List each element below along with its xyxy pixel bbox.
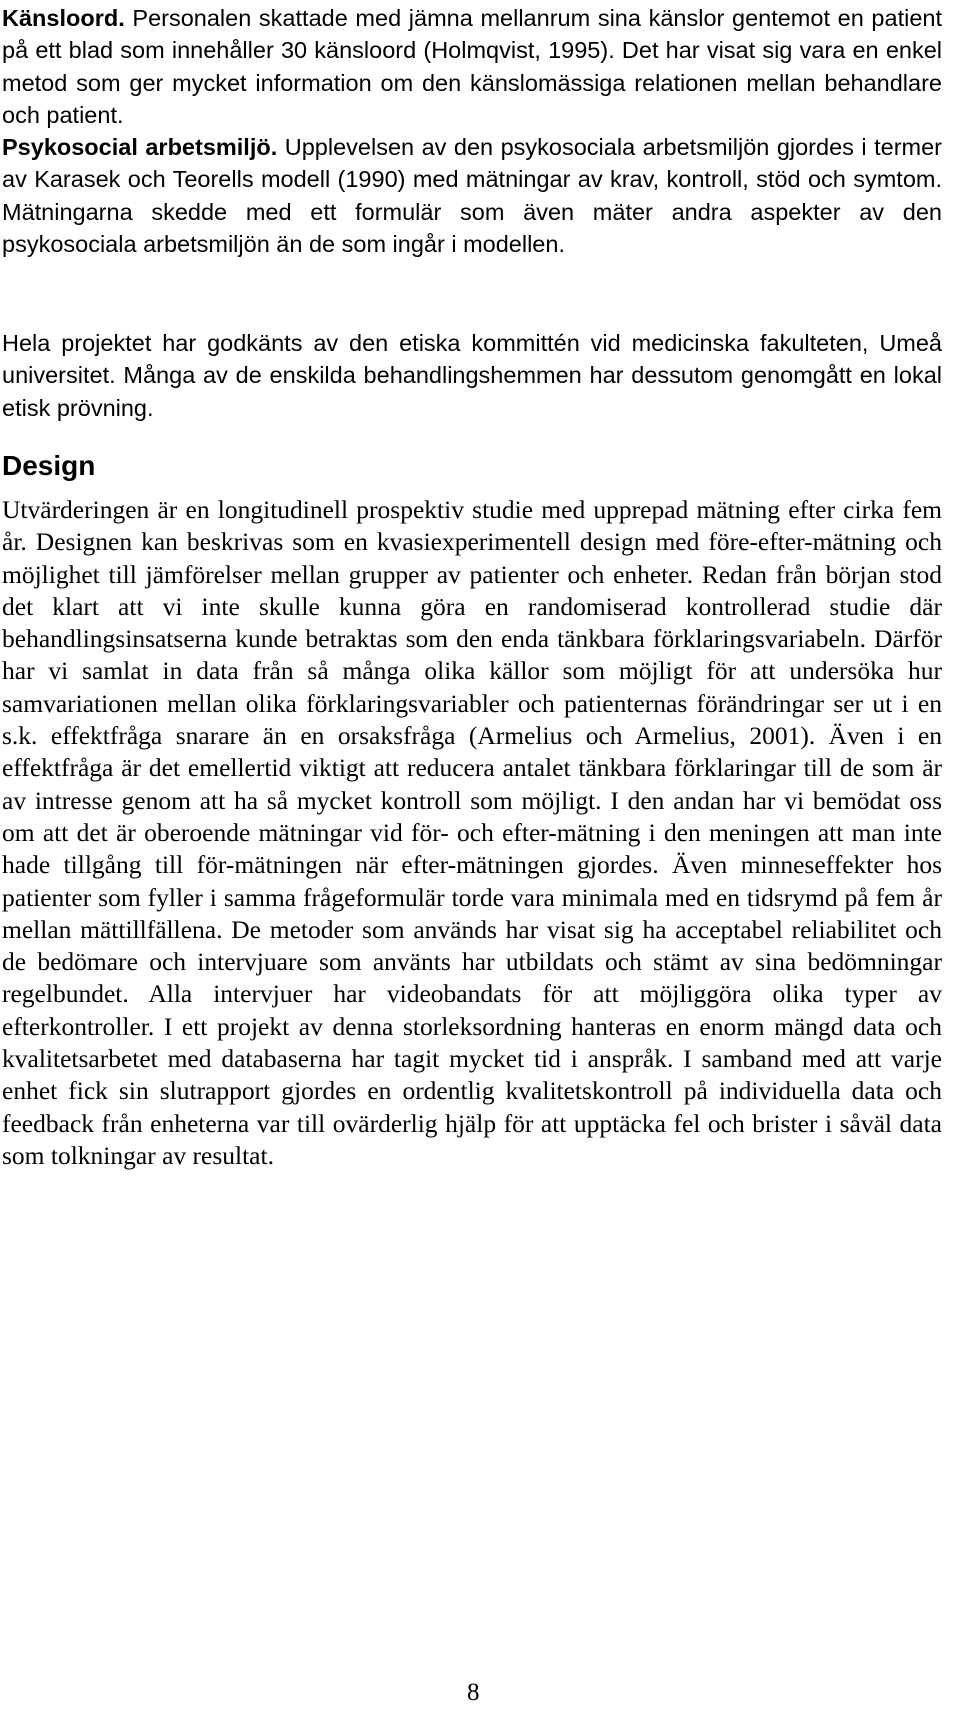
kansloord-heading: Känsloord.: [2, 5, 125, 31]
paragraph-kansloord: [2, 2, 942, 131]
paragraph-design: [2, 494, 942, 1172]
design-text: Utvärderingen är en longitudinell prospektiv studie med upprepad mätning efter cirka fem år. Designen kan beskrivas som en kvasiexperimentell design med före-efter-mätning och möjlighet till jämförelser mellan grupper av patienter och enheter. Redan från början stod det klart att vi inte skulle kunna göra en randomiserad kontrollerad studie där behandlingsinsatserna kunde betraktas som den enda tänkbara förklaringsvariabeln. Därför har vi samlat in data från så många olika källor som möjligt för att undersöka hur samvariationen mellan olika förklaringsvariabler och patienternas förändringar ser ut i en s.k. effektfråga snarare än en orsaksfråga (Armelius och Armelius, 2001). Även i en effektfråga är det emellertid viktigt att reducera antalet tänkbara förklaringar till de som är av intresse genom att ha så mycket kontroll som möjligt. I den andan har vi bemödat oss om att det är oberoende mätningar vid för- och efter-mätning i den meningen att man inte hade tillgång till för-mätningen när efter-mätningen gjordes. Även minneseffekter hos patienter som fyller i samma frågeformulär torde vara minimala med en tidsrymd på fem år mellan mättillfällena. De metoder som används har visat sig ha acceptabel reliabilitet och de bedömare och intervjuare som använts har utbildats och stämt av sina bedömningar regelbundet. Alla intervjuer har videobandats för att möjliggöra olika typer av efterkontroller. I ett projekt av denna storleksordning hanteras en enorm mängd data och kvalitetsarbetet med databaserna har tagit mycket tid i anspråk. I samband med att varje enhet fick sin slutrapport gjordes en ordentlig kvalitetskontroll på individuella data och feedback från enheterna var till ovärderlig hjälp för att upptäcka fel och brister i såväl data som tolkningar av resultat.: [2, 495, 942, 1170]
etisk-provning-text: Hela projektet har godkänts av den etiska kommittén vid medicinska fakulteten, Umeå universitet. Många av de enskilda behandlingshemmen har dessutom genomgått en lokal etisk prövning.: [2, 330, 942, 421]
section-heading-design: Design: [2, 450, 96, 481]
paragraph-etisk-provning: [2, 327, 942, 424]
psykosocial-arbetsmiljo-text: Upplevelsen av den psykosociala arbetsmiljön gjordes i termer av Karasek och Teorells modell (1990) med mätningar av krav, kontroll, stöd och symtom. Mätningarna skedde med ett formulär som även mäter andra aspekter av den psykosociala arbetsmiljön än de som ingår i modellen.: [2, 134, 943, 257]
page-number: 8: [467, 1679, 480, 1706]
paragraph-psykosocial-arbetsmiljo: [2, 131, 942, 260]
psykosocial-arbetsmiljo-heading: Psykosocial arbetsmiljö.: [2, 134, 278, 160]
kansloord-text: Personalen skattade med jämna mellanrum sina känslor gentemot en patient på ett blad som innehåller 30 känsloord (Holmqvist, 1995). Det har visat sig vara en enkel metod som ger mycket information om den känslomässiga relationen mellan behandlare och patient.: [2, 5, 942, 128]
